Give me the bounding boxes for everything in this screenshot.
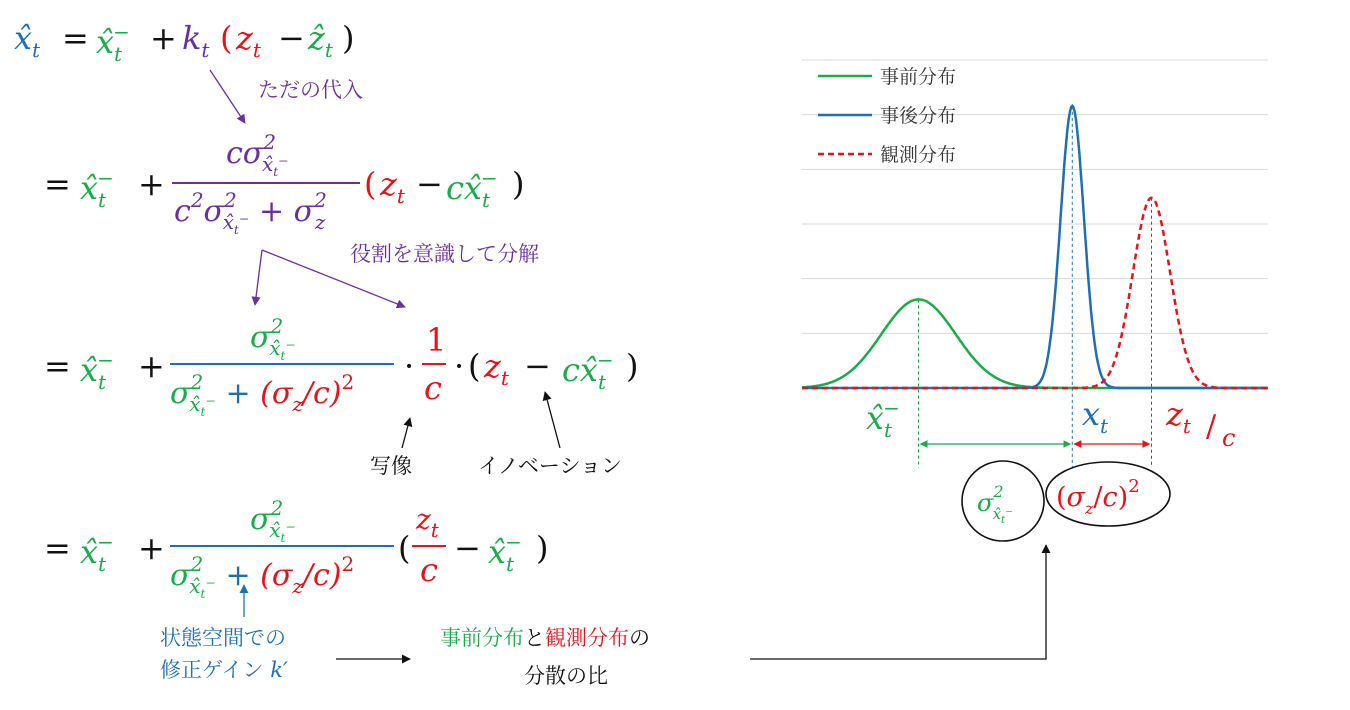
open-paren: ( <box>220 19 233 57</box>
chart-observation-divisor: c <box>1222 424 1236 452</box>
minus-sign: − <box>278 19 305 57</box>
plus-sign: + <box>138 529 165 567</box>
scaled-observation-numerator: $z_t$ <box>416 503 439 542</box>
close-paren: ) <box>342 19 355 57</box>
prior-estimate-symbol: $x̂_t^-$ <box>80 348 114 394</box>
ratio-label-line1 <box>440 628 650 649</box>
gain-denominator: $c^2\sigma^2_{x̂_t^-} + \sigma^2_z$ <box>174 188 327 237</box>
dot-operator: · <box>404 347 415 385</box>
prior-estimate-symbol: $x̂_t^-$ <box>96 20 130 66</box>
mapping-numerator: 1 <box>426 321 447 359</box>
mapping-label: 写像 <box>370 454 412 478</box>
equals-sign: = <box>44 165 71 203</box>
legend-label-2: 観測分布 <box>880 144 957 166</box>
plus-sign: + <box>138 347 165 385</box>
close-paren: ) <box>536 529 549 567</box>
equals-sign: = <box>44 347 71 385</box>
scaled-prior-symbol: $cx̂_t^-$ <box>446 166 498 212</box>
scaled-prior-symbol: $cx̂_t^-$ <box>562 348 614 394</box>
chart-prior-mean-label: $x̂_t^-$ <box>866 396 900 442</box>
posterior-estimate-symbol: $x̂_t$ <box>14 19 41 62</box>
minus-sign: − <box>524 347 551 385</box>
equals-sign: = <box>44 529 71 567</box>
scaled-observation-denominator: c <box>420 551 438 589</box>
chart-posterior-mean-label: $x_t$ <box>1082 395 1109 438</box>
kalman-gain-symbol: $k_t$ <box>182 19 210 62</box>
innovation-arrow <box>545 392 560 448</box>
observation-symbol: $z_t$ <box>380 165 405 208</box>
ratio-label-line2: 分散の比 <box>524 664 608 688</box>
legend-label-1: 事後分布 <box>880 105 957 127</box>
obs-variance-label: $(\sigma_z/c)^2$ <box>1056 476 1140 518</box>
open-paren: ( <box>468 347 481 385</box>
prior-curve <box>802 299 1268 388</box>
decompose-bracket <box>255 250 262 305</box>
ratio-denominator: $\sigma^2_{x̂_t^-} + (\sigma_z/c)^2$ <box>170 552 355 601</box>
mapping-denominator: c <box>424 369 442 407</box>
close-paren: ) <box>626 347 639 385</box>
ratio-denominator: $\sigma^2_{x̂_t^-} + (\sigma_z/c)^2$ <box>170 370 355 419</box>
innovation-label: イノベーション <box>478 454 623 478</box>
chart-observation-slash: / <box>1206 409 1217 444</box>
equals-sign: = <box>62 19 89 57</box>
gain-label-text: 修正ゲイン <box>160 658 264 682</box>
plus-sign: + <box>138 165 165 203</box>
gain-label-line1: 状態空間での <box>160 626 286 650</box>
ratio-label-prior: 事前分布 <box>440 626 524 650</box>
ratio-numerator: $\sigma^2_{x̂_t^-}$ <box>250 314 296 363</box>
minus-sign: − <box>416 165 443 203</box>
minus-sign: − <box>454 529 481 567</box>
ratio-label-obs: 観測分布 <box>545 626 629 650</box>
plus-sign: + <box>150 19 177 57</box>
gain-label-symbol: k′ <box>270 658 288 682</box>
substitution-label: ただの代入 <box>258 78 363 102</box>
legend-label-0: 事前分布 <box>880 66 957 88</box>
close-paren: ) <box>512 165 525 203</box>
ratio-numerator: $\sigma^2_{x̂_t^-}$ <box>250 496 296 545</box>
predicted-observation-symbol: ẑ$_t$ <box>308 19 333 62</box>
prior-variance-label: $\sigma^2_{x̂_t^-}$ <box>977 482 1013 526</box>
decompose-label: 役割を意識して分解 <box>350 242 539 266</box>
prior-estimate-symbol: $x̂_t^-$ <box>80 530 114 576</box>
dot-operator: · <box>454 347 465 385</box>
observation-curve <box>802 198 1268 388</box>
ratio-to-chart-arrow <box>750 545 1046 659</box>
mapping-arrow <box>402 418 410 448</box>
prior-estimate-symbol: $x̂_t^-$ <box>488 530 522 576</box>
observation-symbol: $z_t$ <box>236 19 261 62</box>
ratio-label-of: の <box>629 626 650 650</box>
ratio-label-to: と <box>524 626 545 650</box>
gain-label-line2 <box>160 660 288 681</box>
gain-numerator: $c\sigma^2_{x̂_t^-}$ <box>226 130 289 179</box>
chart-observation-label: $z_t$ <box>1166 395 1191 438</box>
open-paren: ( <box>398 529 411 567</box>
observation-symbol: $z_t$ <box>484 347 509 390</box>
open-paren: ( <box>364 165 377 203</box>
prior-estimate-symbol: $x̂_t^-$ <box>80 166 114 212</box>
substitution-arrow <box>210 70 245 123</box>
